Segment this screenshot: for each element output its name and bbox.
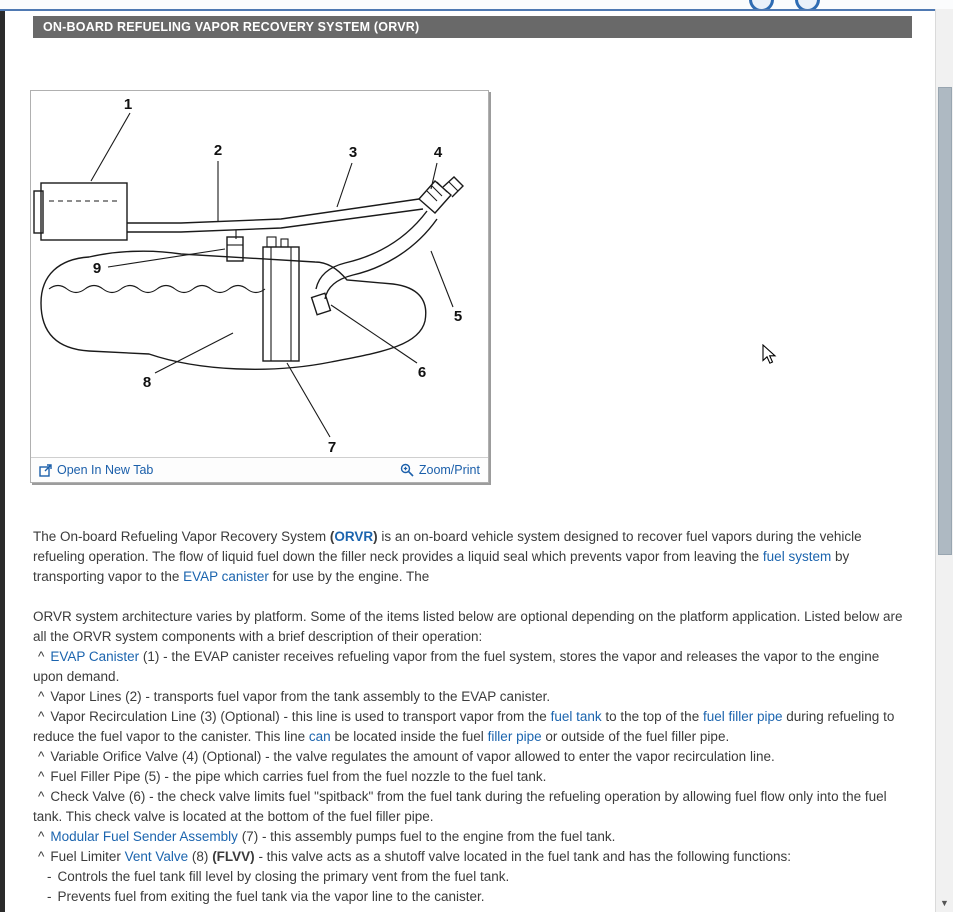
inline-link[interactable]: fuel system (762, 549, 832, 564)
toolbar-circle-icon-1[interactable] (749, 0, 774, 11)
text-run: is an on-board vehicle system designed to recover fuel vapors during the vehicle refueling operation. The flow of liquid fuel down the filler neck provides a liquid seal which prevents vapor from leaving the (33, 529, 862, 564)
callout-8: 8 (142, 374, 152, 391)
open-in-new-tab-label: Open In New Tab (57, 463, 154, 477)
list-marker: - (47, 869, 52, 884)
text-run: Vapor Lines (2) - transports fuel vapor from the tank assembly to the EVAP canister. (50, 689, 551, 704)
inline-link[interactable]: Modular Fuel Sender Assembly (50, 829, 238, 844)
evap-canister-shape (34, 183, 127, 240)
text-run: Prevents fuel from exiting the fuel tank via the vapor line to the canister. (57, 889, 485, 904)
zoom-print-link[interactable] (400, 463, 480, 477)
mouse-cursor-icon (762, 344, 777, 370)
list-marker: ^ (38, 749, 45, 764)
text-run: Check Valve (6) - the check valve limits fuel "spitback" from the fuel tank during the refueling operation by allowing fuel flow only into the fuel tank. This check valve is located at the bottom of the fuel filler pipe. (33, 789, 887, 824)
list-item (33, 747, 913, 767)
inline-link[interactable]: filler pipe (487, 729, 542, 744)
top-toolbar-strip (0, 0, 953, 11)
text-run: be located inside the fuel (330, 729, 488, 744)
inline-link[interactable]: EVAP canister (183, 569, 269, 584)
list-marker: ^ (38, 689, 45, 704)
open-in-new-tab-link[interactable] (39, 463, 153, 477)
callout-9: 9 (92, 260, 102, 277)
fuel-sender-shape (263, 237, 299, 361)
callout-2: 2 (213, 142, 223, 159)
text-run: (1) - the EVAP canister receives refueling vapor from the fuel system, stores the vapor and releases the vapor to the engine upon demand. (33, 649, 880, 684)
list-item (33, 787, 913, 827)
text-run: (7) - this assembly pumps fuel to the engine from the fuel tank. (237, 829, 616, 844)
callout-5: 5 (453, 308, 463, 325)
figure-footer (31, 457, 488, 482)
zoom-print-label: Zoom/Print (418, 463, 480, 477)
text-run: by transporting vapor to the (33, 549, 850, 584)
orvr-diagram-svg (31, 91, 487, 457)
list-item (33, 767, 913, 787)
list-marker: ^ (38, 769, 45, 784)
text-run: Fuel Filler Pipe (5) - the pipe which carries fuel from the fuel nozzle to the fuel tank. (50, 769, 547, 784)
text-run: ( (329, 529, 335, 544)
inline-link[interactable]: can (308, 729, 331, 744)
list-item (33, 707, 913, 747)
text-run: The On-board Refueling Vapor Recovery System (33, 529, 330, 544)
vertical-scrollbar[interactable] (935, 9, 953, 912)
open-in-new-tab-icon (39, 464, 52, 477)
list-marker: ^ (38, 849, 45, 864)
text-run: to the top of the (601, 709, 703, 724)
text-run: for use by the engine. The (268, 569, 430, 584)
text-run: during refueling to reduce the fuel vapor to the canister. This line (33, 709, 895, 744)
article-body (33, 527, 913, 907)
list-marker: ^ (38, 829, 45, 844)
paragraph (33, 607, 913, 647)
text-run: Fuel Limiter (50, 849, 125, 864)
list-item (33, 687, 913, 707)
inline-link[interactable]: Vent Valve (124, 849, 189, 864)
vapor-lines-shape (127, 199, 423, 239)
callout-7: 7 (327, 439, 337, 456)
text-run: (8) (188, 849, 213, 864)
list-marker: - (47, 889, 52, 904)
window-left-edge (0, 9, 5, 912)
text-run: Controls the fuel tank fill level by closing the primary vent from the fuel tank. (57, 869, 510, 884)
list-item (33, 847, 913, 867)
callout-4: 4 (433, 144, 443, 161)
list-marker: ^ (38, 789, 45, 804)
text-run: ORVR system architecture varies by platform. Some of the items listed below are optional depending on the platform application. Listed below are all the ORVR system components with a brief description of their operation: (33, 609, 903, 644)
text-run: (FLVV) (212, 849, 255, 864)
list-item (33, 647, 913, 687)
inline-link[interactable]: ORVR (334, 529, 374, 544)
scroll-down-arrow-icon[interactable]: ▼ (940, 898, 949, 908)
check-valve-shape (312, 293, 331, 314)
figure-box (30, 90, 489, 483)
list-marker: ^ (38, 649, 45, 664)
inline-link[interactable]: EVAP Canister (50, 649, 140, 664)
text-run: Vapor Recirculation Line (3) (Optional) - this line is used to transport vapor from the (50, 709, 551, 724)
orvr-diagram (31, 91, 488, 457)
fuel-nozzle-shape (419, 177, 463, 213)
text-run: - this valve acts as a shutoff valve located in the fuel tank and has the following functions: (254, 849, 792, 864)
list-marker: ^ (38, 709, 45, 724)
text-run: Variable Orifice Valve (4) (Optional) - the valve regulates the amount of vapor allowed to enter the vapor recirculation line. (50, 749, 775, 764)
callout-3: 3 (348, 144, 358, 161)
inline-link[interactable]: fuel tank (550, 709, 602, 724)
inline-link[interactable]: fuel filler pipe (702, 709, 783, 724)
list-item (33, 827, 913, 847)
zoom-icon (400, 463, 414, 477)
page-title: ON-BOARD REFUELING VAPOR RECOVERY SYSTEM (ORVR) (33, 16, 912, 38)
list-item (33, 867, 913, 887)
paragraph (33, 527, 913, 587)
scrollbar-thumb[interactable] (938, 87, 952, 555)
callout-1: 1 (123, 96, 133, 113)
fuel-filler-pipe-shape (316, 211, 437, 299)
callout-6: 6 (417, 364, 427, 381)
text-run: or outside of the fuel filler pipe. (541, 729, 730, 744)
list-item (33, 887, 913, 907)
text-run: ) (373, 529, 378, 544)
toolbar-circle-icon-2[interactable] (795, 0, 820, 11)
